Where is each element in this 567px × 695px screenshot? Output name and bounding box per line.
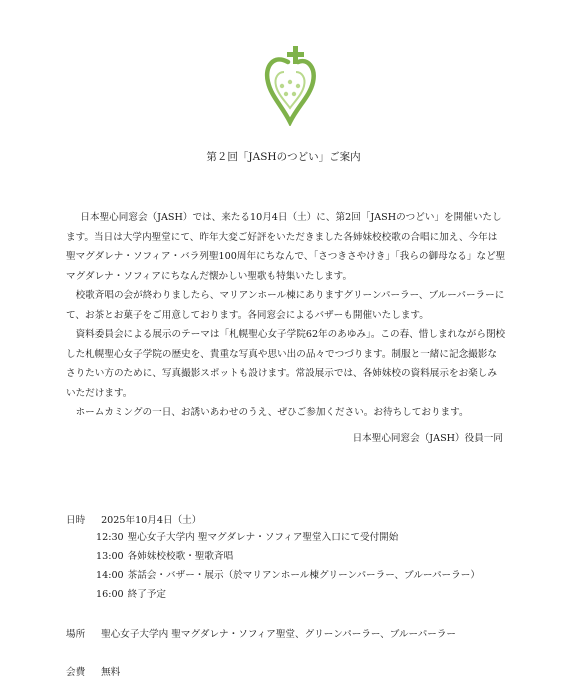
schedule-text: 終了予定	[127, 589, 167, 600]
date-value: 2025年10月4日（土）	[101, 515, 202, 526]
fee-value: 無料	[101, 667, 121, 678]
schedule-text: 各姉妹校校歌・聖歌斉唱	[127, 551, 234, 562]
paragraph-exhibit: 資料委員会による展示のテーマは「札幌聖心女子学院62年のあゆみ」。この春、惜しまれながら閉校した札幌聖心女子学院の歴史を、貴重な写真や思い出の品々でつづります。制服と一緒に記念撮影なさりたい方のために、写真撮影スポットも設けます。常設展示では、各姉妹校の資料展示をお楽しみいただけます。	[66, 329, 506, 399]
schedule-time: 13:00	[96, 551, 124, 562]
schedule-item	[96, 585, 480, 604]
paragraph-tea: 校歌斉唱の会が終わりましたら、マリアンホール棟にありますグリーンパーラー、ブルーパーラーにて、お茶とお菓子をご用意しております。各同窓会によるバザーも開催いたします。	[66, 290, 505, 321]
fee-label: 会費	[66, 667, 86, 678]
place-line	[66, 628, 456, 642]
schedule-item	[96, 547, 480, 566]
place-label: 場所	[66, 629, 86, 640]
fee-line	[66, 666, 120, 680]
jash-logo	[262, 42, 318, 126]
schedule-list	[96, 528, 480, 604]
invitation-body	[66, 208, 506, 423]
heart-with-cross-logo-icon	[262, 42, 318, 126]
page-title: 第２回「JASHのつどい」ご案内	[206, 151, 361, 163]
schedule-time: 12:30	[96, 532, 124, 543]
paragraph-closing: ホームカミングの一日、お誘いあわせのうえ、ぜひご参加ください。お待ちしております。	[75, 407, 469, 418]
schedule-text: 聖心女子大学内 聖マグダレナ・ソフィア聖堂入口にて受付開始	[127, 532, 399, 543]
signature: 日本聖心同窓会（JASH）役員一同	[352, 433, 503, 444]
date-label: 日時	[66, 515, 86, 526]
schedule-text: 茶話会・バザー・展示（於マリアンホール棟グリーンパーラー、ブルーパーラー）	[127, 570, 480, 581]
schedule-item	[96, 528, 480, 547]
date-line	[66, 514, 201, 528]
place-value: 聖心女子大学内 聖マグダレナ・ソフィア聖堂、グリーンパーラー、ブルーパーラー	[101, 629, 457, 640]
schedule-time: 14:00	[96, 570, 124, 581]
paragraph-intro: 日本聖心同窓会（JASH）では、来たる10月4日（土）に、第2回「JASHのつどい」を開催いたします。当日は大学内聖堂にて、昨年大変ご好評をいただきました各姉妹校校歌の合唱に加え、今年は聖マグダレナ・ソフィア・バラ列聖100周年にちなんで、「さつきさやけき」「我らの御母なる」など聖マグダレナ・ソフィアにちなんだ懐かしい聖歌も特集いたします。	[66, 212, 506, 282]
schedule-item	[96, 566, 480, 585]
schedule-time: 16:00	[96, 589, 124, 600]
